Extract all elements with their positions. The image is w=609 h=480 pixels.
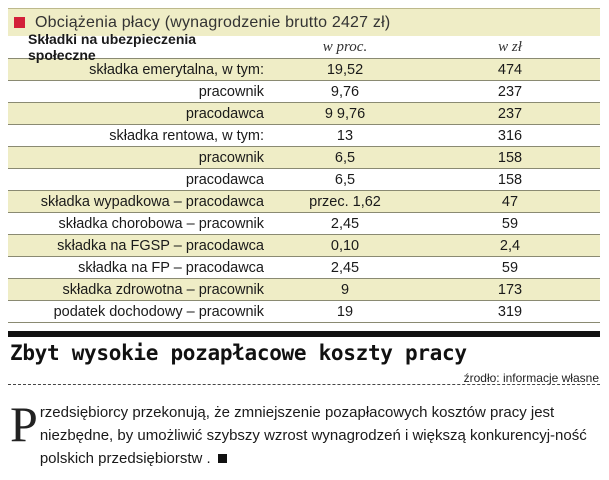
table-row	[8, 213, 600, 235]
row-label: składka chorobowa – pracownik	[58, 215, 264, 232]
table-row	[8, 169, 600, 191]
table-row	[8, 301, 600, 323]
row-label: składka wypadkowa – pracodawca	[40, 193, 264, 210]
row-label: pracodawca	[185, 171, 264, 188]
row-proc: przec. 1,62	[309, 193, 381, 210]
headline: Zbyt wysokie pozapłacowe koszty pracy	[10, 341, 467, 365]
row-proc: 13	[336, 127, 354, 144]
row-zl: 319	[497, 303, 523, 320]
table-row	[8, 191, 600, 213]
row-zl: 237	[497, 83, 523, 100]
body-paragraph	[10, 396, 600, 470]
header-proc: w proc.	[322, 38, 368, 55]
row-label: pracodawca	[185, 105, 264, 122]
row-label: składka zdrowotna – pracownik	[62, 281, 264, 298]
row-zl: 158	[497, 149, 523, 166]
row-zl: 316	[497, 127, 523, 144]
table-row	[8, 59, 600, 81]
row-label: składka rentowa, w tym:	[109, 127, 264, 144]
row-zl: 47	[501, 193, 519, 210]
row-zl: 474	[497, 61, 523, 78]
row-proc: 6,5	[334, 149, 356, 166]
table-row	[8, 81, 600, 103]
table-row	[8, 235, 600, 257]
dropcap: P	[10, 396, 38, 452]
row-label: pracownik	[198, 83, 264, 100]
row-proc: 19	[336, 303, 354, 320]
row-label: składka na FGSP – pracodawca	[57, 237, 264, 254]
row-zl: 2,4	[499, 237, 521, 254]
row-zl: 237	[497, 105, 523, 122]
row-label: składka na FP – pracodawca	[78, 259, 264, 276]
end-mark-icon	[218, 454, 227, 463]
row-label: składka emerytalna, w tym:	[89, 61, 264, 78]
row-label: pracownik	[198, 149, 264, 166]
row-zl: 158	[497, 171, 523, 188]
header-zl: w zł	[498, 38, 522, 55]
row-proc: 9 9,76	[324, 105, 366, 122]
row-proc: 6,5	[334, 171, 356, 188]
table-header-row	[8, 31, 600, 63]
body-text: rzedsiębiorcy przekonują, że zmniejszenie pozapłacowych kosztów pracy jest niezbędne, by umożliwić szybszy wzrost wynagrodzeń i większą konkurencyj-ność polskich przedsiębiorstw .	[39, 404, 587, 467]
row-zl: 173	[497, 281, 523, 298]
black-divider	[8, 331, 600, 337]
table-row	[8, 125, 600, 147]
dashed-divider	[8, 384, 600, 385]
row-zl: 59	[501, 215, 519, 232]
contributions-table	[8, 8, 600, 323]
source-note: źrodło: informacje własne	[463, 371, 599, 385]
table-row	[8, 279, 600, 301]
table-row	[8, 147, 600, 169]
red-square-icon	[14, 17, 25, 28]
row-proc: 0,10	[330, 237, 360, 254]
row-proc: 2,45	[330, 259, 360, 276]
table-row	[8, 257, 600, 279]
header-label: Składki na ubezpieczenia społeczne	[28, 31, 197, 63]
row-zl: 59	[501, 259, 519, 276]
table-row	[8, 103, 600, 125]
row-label: podatek dochodowy – pracownik	[53, 303, 264, 320]
row-proc: 2,45	[330, 215, 360, 232]
table-title: Obciążenia płacy (wynagrodzenie brutto 2427 zł)	[35, 13, 391, 31]
table-body	[8, 59, 600, 323]
row-proc: 9,76	[330, 83, 360, 100]
row-proc: 19,52	[326, 61, 364, 78]
row-proc: 9	[340, 281, 350, 298]
